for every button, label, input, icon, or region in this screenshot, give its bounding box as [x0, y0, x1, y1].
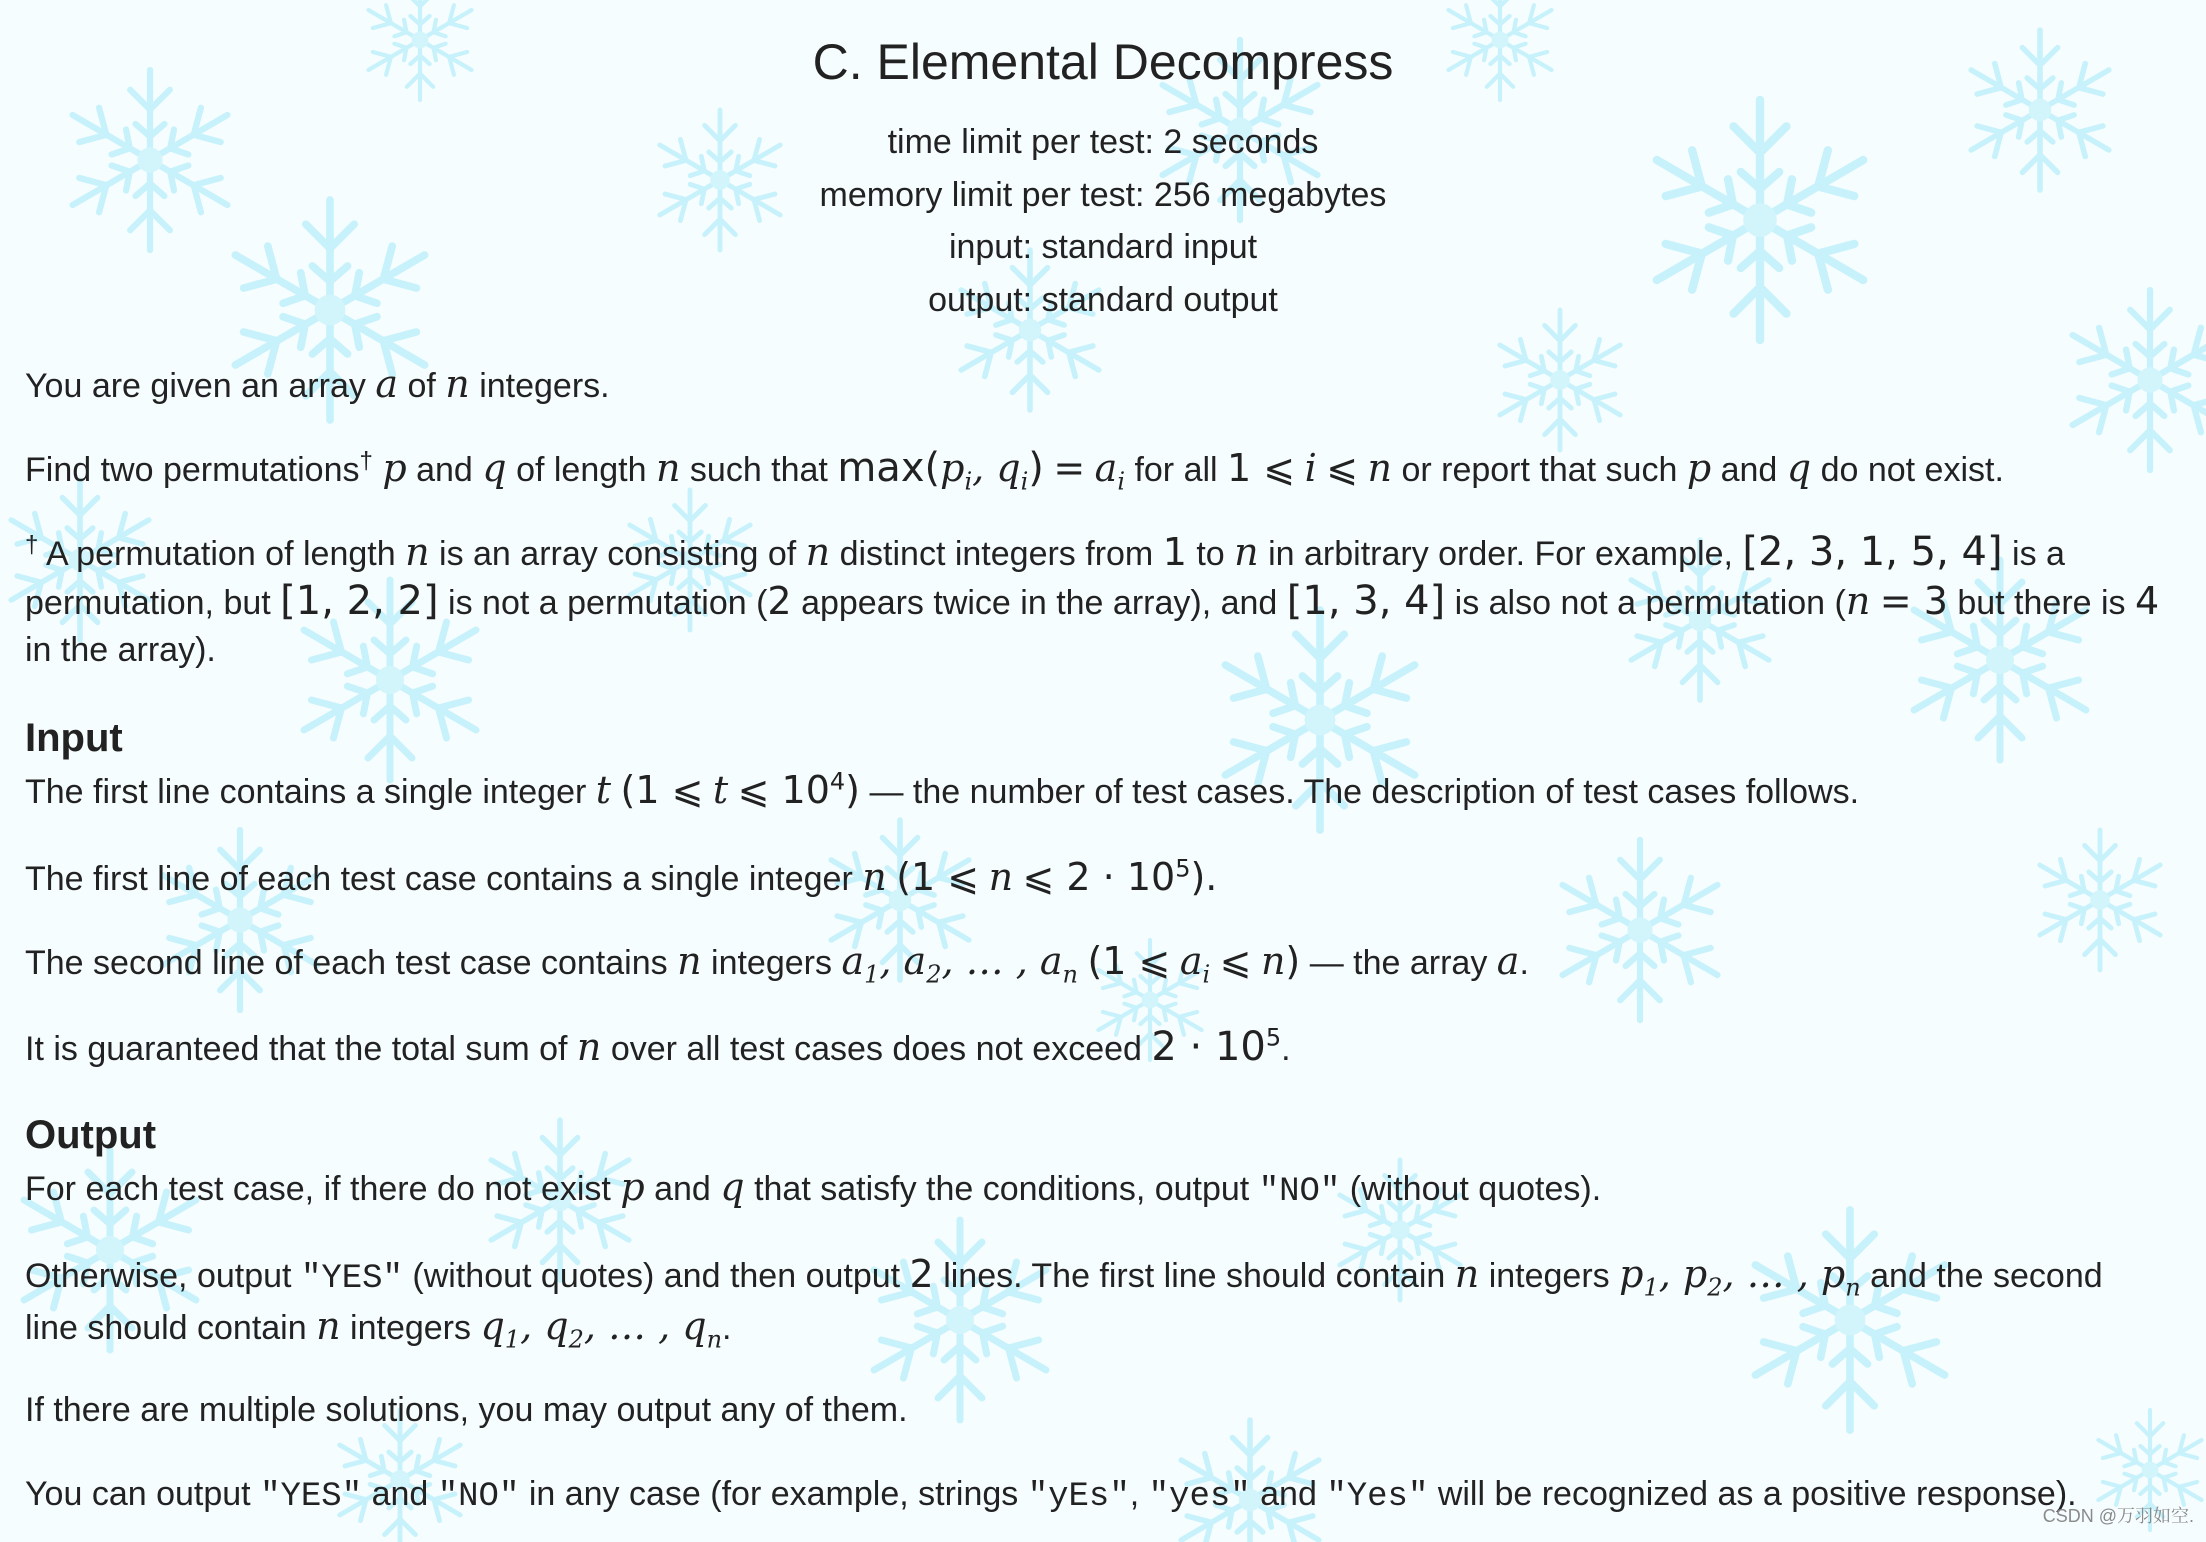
- input-p3: The second line of each test case contains n integers $a_1$, $a_2$, … , $a_n$ (1 ⩽ $a_i$ ⩽ n) — the array a.: [25, 939, 1529, 989]
- input-p2: The first line of each test case contains a single integer n (1 ⩽ n ⩽ $2 \cdot 10^5$).: [25, 854, 1218, 899]
- output-p1: For each test case, if there do not exist p and q that satisfy the conditions, output "NO" (without quotes).: [25, 1165, 1602, 1211]
- time-limit: time limit per test: 2 seconds: [887, 123, 1319, 161]
- memory-limit: memory limit per test: 256 megabytes: [819, 176, 1387, 214]
- input-p4: It is guaranteed that the total sum of n over all test cases does not exceed $2 \cdot 10^5$.: [25, 1023, 1291, 1070]
- output-heading: Output: [25, 1113, 157, 1157]
- output-p4: You can output "YES" and "NO" in any case (for example, strings "yEs", "yes" and "Yes" will be recognized as a positive response).: [25, 1475, 2077, 1516]
- input-p1: The first line contains a single integer t (1 ⩽ t ⩽ $10^4$) — the number of test cases. The description of test cases follows.: [25, 767, 1860, 812]
- footnote-line-3: in the array).: [25, 631, 216, 669]
- footnote-line-1: † A permutation of length n is an array consisting of n distinct integers from 1 to n in arbitrary order. For example, [2, 3, 1, 5, 4] is a: [25, 529, 2065, 575]
- footnote-line-2: permutation, but [1, 2, 2] is not a permutation (2 appears twice in the array), and [1, 3, 4] is also not a permutation (n = 3 but there is 4: [25, 578, 2160, 624]
- output-p3: If there are multiple solutions, you may output any of them.: [25, 1391, 908, 1429]
- output-p2-line-2: line should contain n integers $q_1$, $q_2$, … , $q_n$.: [25, 1304, 732, 1354]
- input-file: input: standard input: [948, 228, 1258, 266]
- output-p2-line-1: Otherwise, output "YES" (without quotes) and then output 2 lines. The first line should contain n integers $p_1$, $p_2$, … , $p_n$ and the second: [25, 1252, 2103, 1302]
- input-heading: Input: [25, 716, 123, 760]
- problem-title: C. Elemental Decompress: [812, 34, 1394, 90]
- csdn-watermark: CSDN @万羽如空.: [2042, 1506, 2194, 1526]
- statement-intro: You are given an array a of n integers.: [25, 362, 610, 406]
- statement-find: Find two permutations† p and q of length n such that $\max(p_i$, $q_i) = a_i$ for all 1 ⩽ i ⩽ n or report that such p and q do not exist.: [25, 445, 2004, 496]
- output-file: output: standard output: [928, 281, 1278, 319]
